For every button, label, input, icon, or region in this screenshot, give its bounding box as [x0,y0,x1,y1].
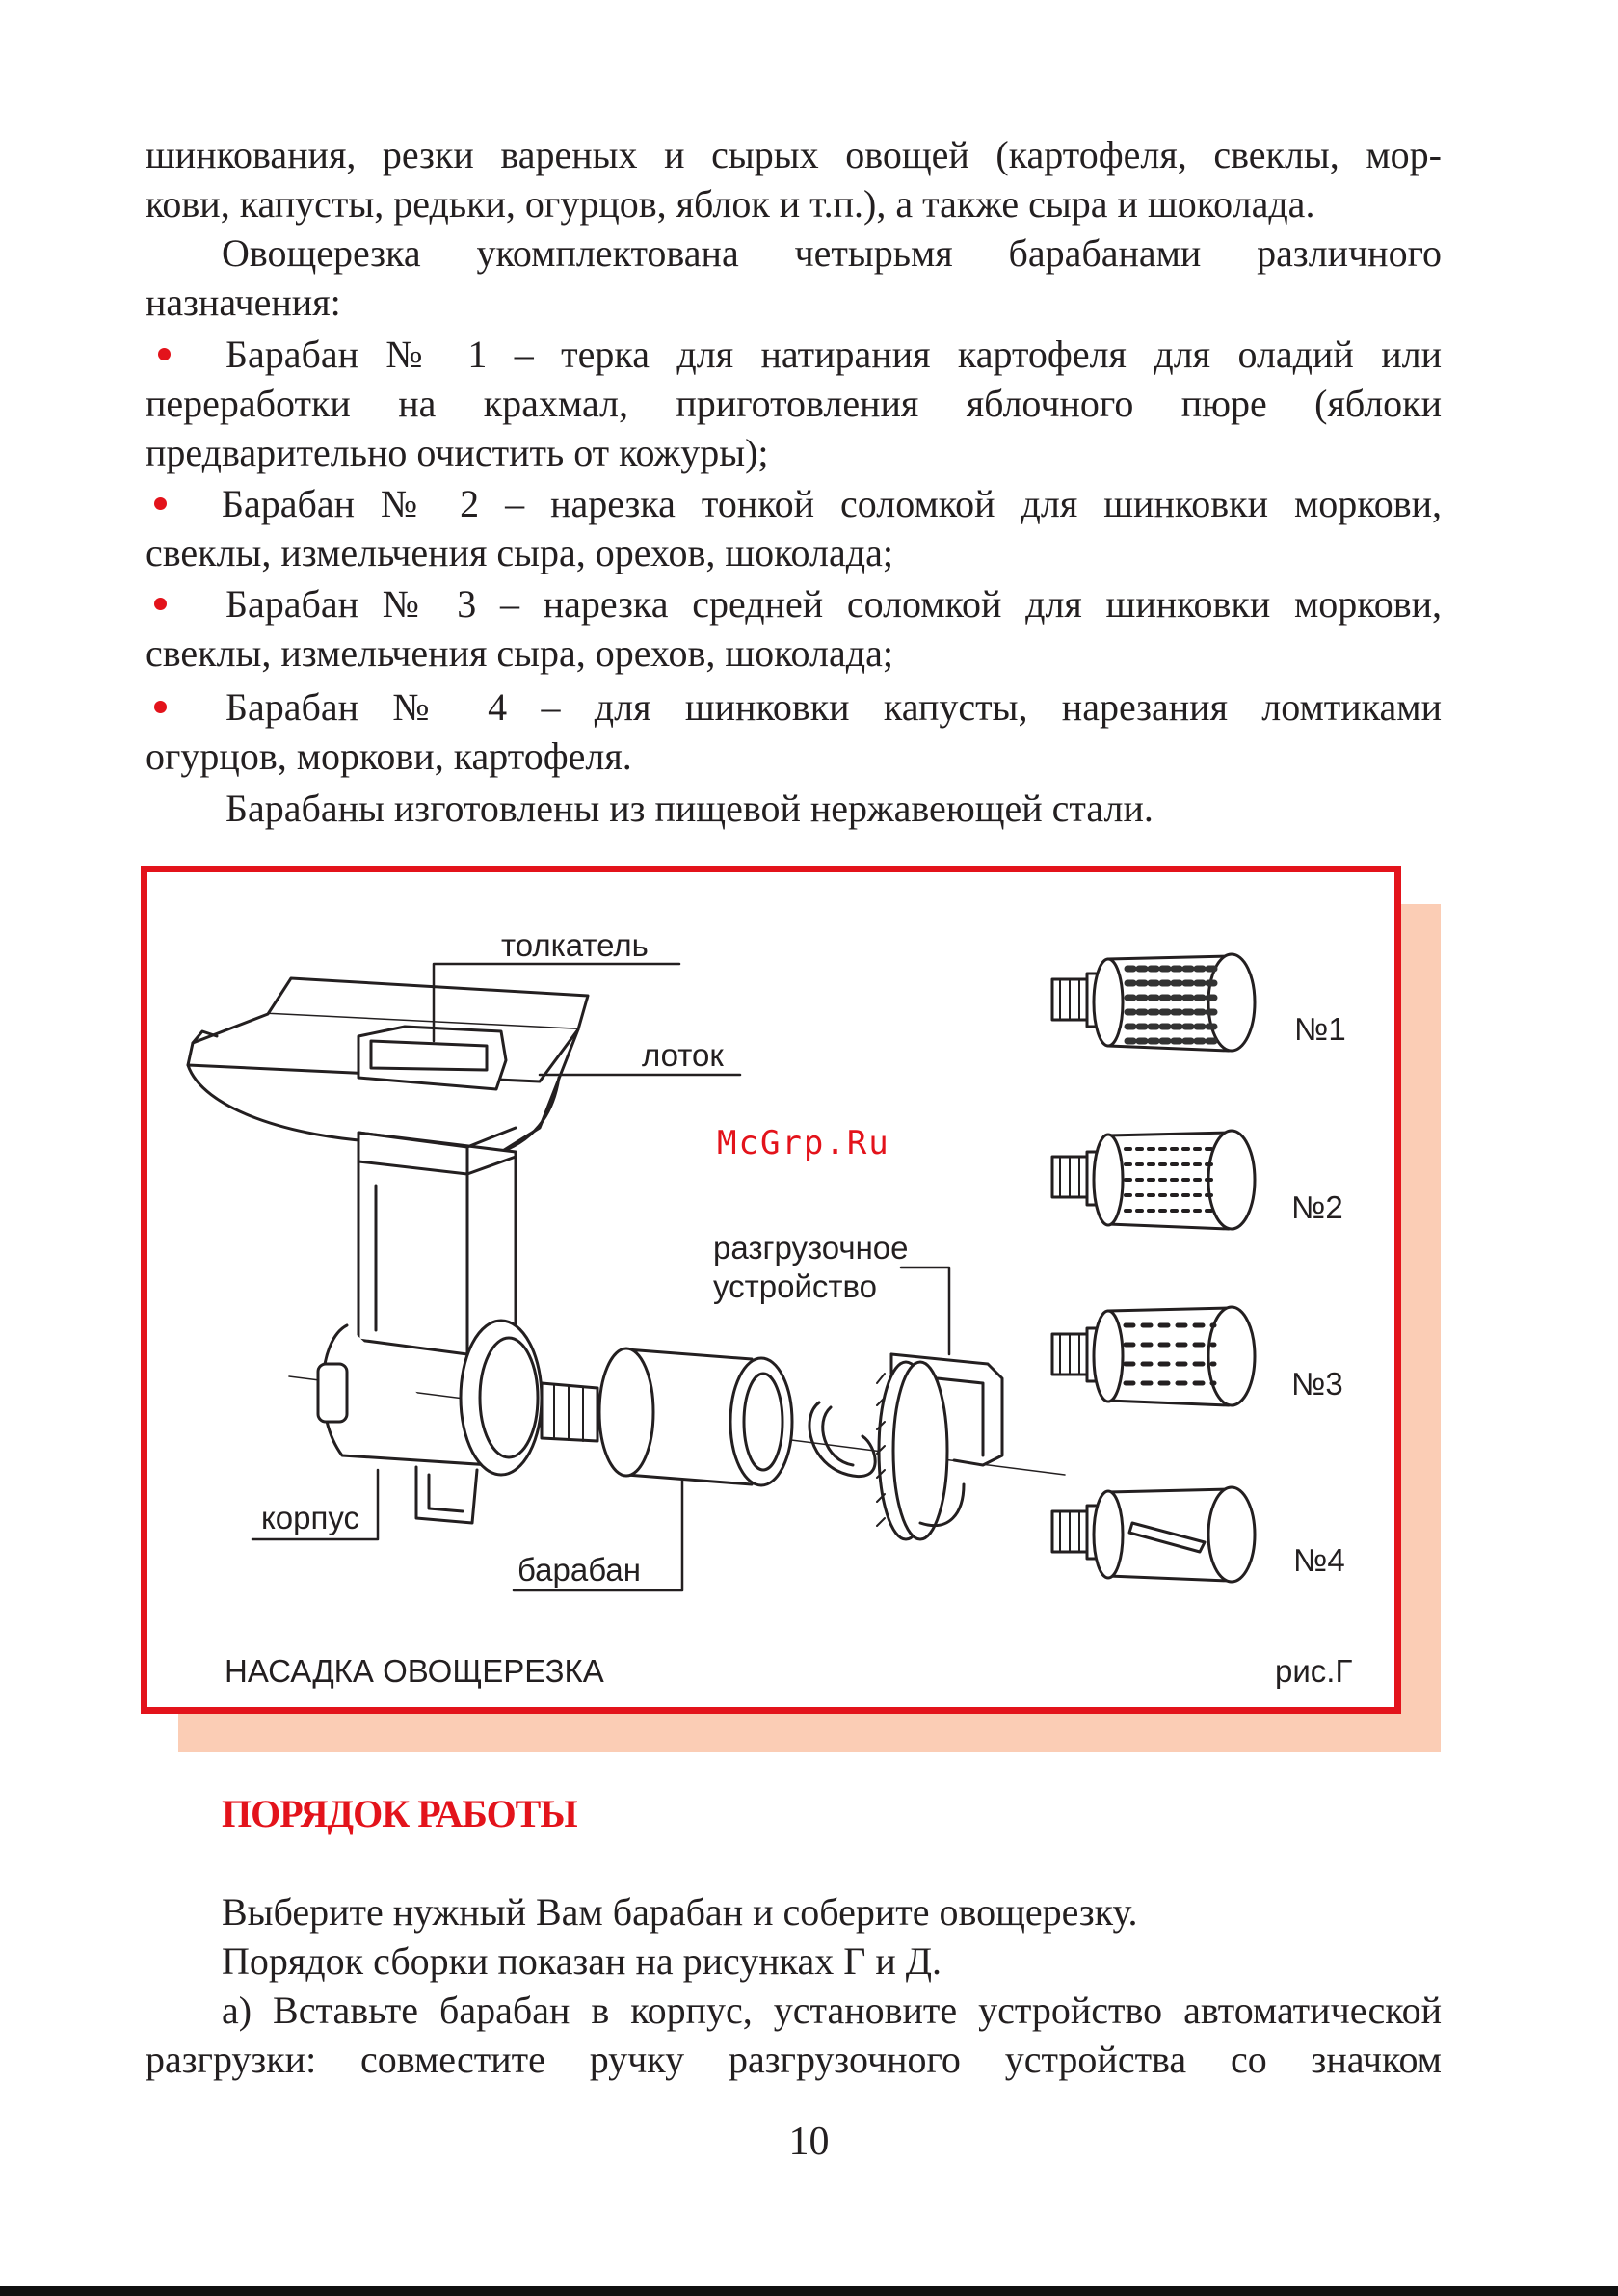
label-n3: №3 [1291,1366,1343,1402]
unloader-spiral [809,1402,875,1477]
label-pusher: толкатель [501,927,649,963]
bullet-3-line-1: Барабан № 3 – нарезка средней соломкой для шинковки моркови, [225,582,1442,626]
drum-n3-icon [1052,1307,1255,1405]
label-unloader-1: разгрузочное [713,1230,909,1266]
bullet-2-line-2: свеклы, измельчения сыра, орехов, шоколада; [146,531,893,574]
intro-line-2: кови, капусты, редьки, огурцов, яблок и т.п.), а также сыра и шоколада. [146,182,1315,226]
bottom-rule [0,2286,1618,2296]
label-n2: №2 [1291,1189,1343,1225]
section-p2: Порядок сборки показан на рисунках Г и Д. [222,1939,942,1983]
pusher-part [358,1027,506,1089]
label-n4: №4 [1293,1542,1345,1578]
unloading-device [877,1354,1002,1539]
label-n1: №1 [1294,1011,1346,1047]
bullet-2-line-1: Барабан № 2 – нарезка тонкой соломкой для шинковки моркови, [222,482,1442,525]
page-number: 10 [788,2120,830,2164]
figure-caption: НАСАДКА ОВОЩЕРЕЗКА [225,1653,604,1689]
bullet-1-line-3: предварительно очистить от кожуры); [146,431,769,474]
bullet-3-line-2: свеклы, измельчения сыра, орехов, шоколада; [146,631,893,675]
drum-n1-icon [1052,954,1255,1051]
intro-p2-line-1: Овощерезка укомплектована четырьмя барабанами различного [222,231,1442,275]
label-tray: лоток [642,1037,724,1073]
bullet-1-line-2: переработки на крахмал, приготовления яблочного пюре (яблоки [146,382,1442,425]
bullet-4-line-1: Барабан № 4 – для шинковки капусты, нарезания ломтиками [225,685,1442,729]
figure-id: рис.Г [1275,1653,1353,1689]
material-note: Барабаны изготовлены из пищевой нержавеющей стали. [225,787,1154,830]
drum-n2-icon [1052,1131,1255,1229]
body-housing [318,1321,542,1523]
bullet-1-line-1: Барабан № 1 – терка для натирания картофеля для оладий или [225,333,1442,376]
label-drum: барабан [517,1552,641,1588]
section-heading: ПОРЯДОК РАБОТЫ [222,1792,577,1835]
intro-line-1: шинкования, резки вареных и сырых овощей (картофеля, свеклы, мор- [146,133,1442,176]
section-p1: Выберите нужный Вам барабан и соберите овощерезку. [222,1890,1138,1934]
label-unloader-2: устройство [713,1268,878,1304]
watermark: McGrp.Ru [717,1124,890,1162]
label-body: корпус [261,1500,360,1535]
section-p3-line-1: а) Вставьте барабан в корпус, установите устройство автоматической [222,1989,1442,2032]
bullet-4-line-2: огурцов, моркови, картофеля. [146,734,632,778]
intro-p2-line-2: назначения: [146,280,341,324]
section-p3-line-2: разгрузки: совместите ручку разгрузочного устройства со значком [146,2038,1442,2081]
drum-n4-icon [1052,1487,1255,1582]
drum-part [542,1348,792,1485]
body-neck [358,1128,516,1354]
